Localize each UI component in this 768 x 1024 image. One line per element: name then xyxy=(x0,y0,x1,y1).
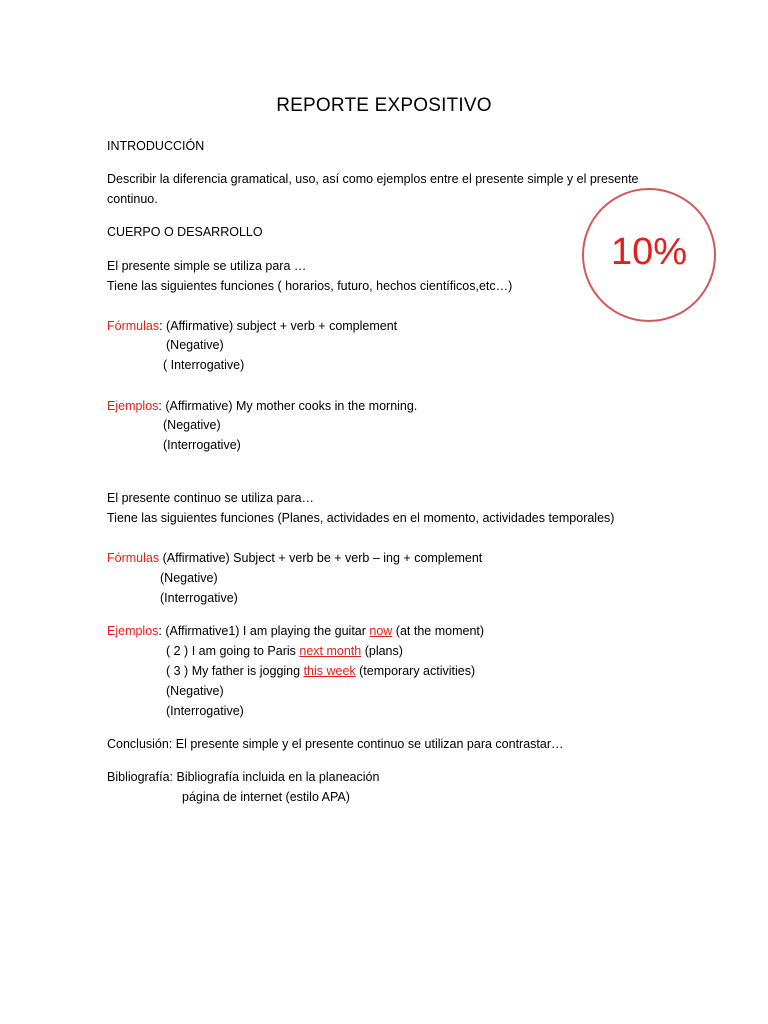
simple-formulas-affirmative: Fórmulas: (Affirmative) subject + verb + complement xyxy=(107,319,398,333)
continuous-formulas-affirmative: Fórmulas (Affirmative) Subject + verb be + verb – ing + complement xyxy=(107,551,483,565)
highlight-now: now xyxy=(369,624,393,638)
continuous-examples-interrogative: (Interrogative) xyxy=(166,704,244,718)
simple-examples-negative: (Negative) xyxy=(163,418,221,432)
examples-label: Ejemplos xyxy=(107,399,159,413)
continuous-formulas-interrogative: (Interrogative) xyxy=(160,591,238,605)
examples-label: Ejemplos xyxy=(107,624,159,638)
conclusion: Conclusión: El presente simple y el presente continuo se utilizan para contrastar… xyxy=(107,737,564,751)
bibliography-line-1: Bibliografía: Bibliografía incluida en la planeación xyxy=(107,770,380,784)
continuous-line-1: El presente continuo se utiliza para… xyxy=(107,491,315,505)
simple-line-1: El presente simple se utiliza para … xyxy=(107,259,307,273)
intro-heading: INTRODUCCIÓN xyxy=(107,139,205,153)
formulas-label: Fórmulas xyxy=(107,319,160,333)
intro-line-2: continuo. xyxy=(107,192,158,206)
percentage-stamp xyxy=(582,188,716,322)
body-heading: CUERPO O DESARROLLO xyxy=(107,225,263,239)
intro-line-1: Describir la diferencia gramatical, uso, así como ejemplos entre el presente simple y el presente xyxy=(107,172,639,186)
continuous-example-2: ( 2 ) I am going to Paris next month (plans) xyxy=(166,644,403,658)
continuous-formulas-negative: (Negative) xyxy=(160,571,218,585)
simple-line-2: Tiene las siguientes funciones ( horarios, futuro, hechos científicos,etc…) xyxy=(107,279,513,293)
bibliography-line-2: página de internet (estilo APA) xyxy=(182,790,350,804)
continuous-line-2: Tiene las siguientes funciones (Planes, actividades en el momento, actividades temporales) xyxy=(107,511,615,525)
continuous-example-1: Ejemplos: (Affirmative1) I am playing the guitar now (at the moment) xyxy=(107,624,485,638)
stamp-value: 10% xyxy=(610,231,688,273)
simple-formulas-negative: (Negative) xyxy=(166,338,224,352)
formulas-label: Fórmulas xyxy=(107,551,160,565)
simple-examples-affirmative: Ejemplos: (Affirmative) My mother cooks in the morning. xyxy=(107,399,418,413)
page-title: REPORTE EXPOSITIVO xyxy=(276,95,492,116)
highlight-next-month: next month xyxy=(299,644,362,658)
continuous-example-3: ( 3 ) My father is jogging this week (temporary activities) xyxy=(166,664,476,678)
simple-formulas-interrogative: ( Interrogative) xyxy=(163,358,245,372)
continuous-examples-negative: (Negative) xyxy=(166,684,224,698)
simple-examples-interrogative: (Interrogative) xyxy=(163,438,241,452)
highlight-this-week: this week xyxy=(303,664,356,678)
